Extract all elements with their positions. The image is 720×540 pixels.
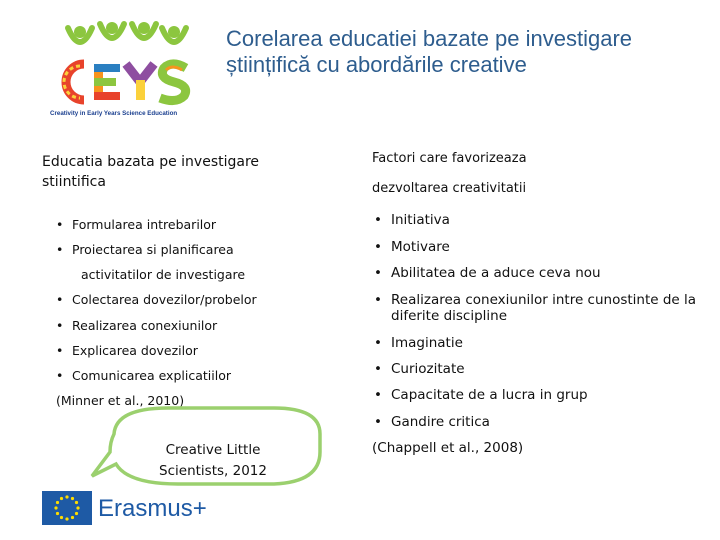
left-item-text: Formularea intrebarilor — [72, 217, 217, 232]
bullet-icon: • — [374, 265, 382, 281]
bullet-icon: • — [374, 212, 382, 228]
left-item-continuation-text: activitatilor de investigare — [81, 267, 246, 282]
eu-flag-icon — [42, 491, 92, 525]
figures-icon — [68, 22, 186, 42]
bullet-icon: • — [56, 343, 64, 358]
bullet-icon: • — [374, 292, 382, 308]
left-item-text: Explicarea dovezilor — [72, 343, 198, 358]
right-item-text: Imaginatie — [391, 335, 463, 351]
right-item-text: Curiozitate — [391, 361, 465, 377]
left-item-text: Colectarea dovezilor/probelor — [72, 292, 257, 307]
right-heading-line-2: dezvoltarea creativitatii — [372, 181, 527, 196]
right-item-text: Gandire critica — [391, 414, 490, 430]
left-list-item — [56, 343, 198, 358]
right-list-item — [374, 239, 704, 255]
right-item-text: Realizarea conexiunilor intre cunostinte de la diferite discipline — [391, 292, 697, 324]
bullet-icon: • — [56, 318, 64, 333]
right-item-text: Initiativa — [391, 212, 450, 228]
left-list-item-continuation — [56, 267, 245, 282]
right-list-item — [374, 265, 704, 281]
speech-bubble-text — [128, 440, 298, 482]
bullet-icon: • — [56, 242, 64, 257]
bullet-icon: • — [374, 387, 382, 403]
bubble-line-1: Creative Little — [165, 442, 261, 458]
erasmus-logo — [42, 491, 222, 529]
right-heading-line-1: Factori care favorizeaza — [372, 151, 527, 166]
right-list-item — [374, 414, 704, 430]
slide-title: Corelarea educatiei bazate pe investigare științifică cu abordările creative — [226, 26, 633, 77]
bullet-icon: • — [56, 217, 64, 232]
left-list-item — [56, 368, 231, 383]
right-list-item — [374, 387, 704, 403]
right-list-item — [374, 292, 704, 324]
left-citation: (Minner et al., 2010) — [56, 393, 185, 408]
left-item-text: Proiectarea si planificarea — [72, 242, 234, 257]
left-item-text: Realizarea conexiunilor — [72, 318, 218, 333]
ceys-logo — [50, 18, 210, 126]
erasmus-label: Erasmus+ — [98, 495, 207, 522]
bullet-icon: • — [374, 361, 382, 377]
left-column-heading: Educatia bazata pe investigare stiintifica — [42, 154, 260, 190]
right-citation: (Chappell et al., 2008) — [372, 440, 524, 456]
bubble-line-2: Scientists, 2012 — [159, 463, 267, 479]
left-list-item — [56, 242, 234, 257]
ceys-logo-graphic — [50, 18, 210, 110]
left-item-text: Comunicarea explicatiilor — [72, 368, 231, 383]
left-list-item — [56, 318, 217, 333]
left-list-item — [56, 292, 257, 307]
right-column-heading — [372, 145, 702, 203]
bullet-icon: • — [56, 368, 64, 383]
bullet-icon: • — [56, 292, 64, 307]
bullet-icon: • — [374, 239, 382, 255]
right-list-item — [374, 212, 704, 228]
right-item-text: Motivare — [391, 239, 450, 255]
left-list-item — [56, 217, 216, 232]
ceys-letters-graphic — [64, 64, 186, 101]
right-item-text: Abilitatea de a aduce ceva nou — [391, 265, 601, 281]
right-item-text: Capacitate de a lucra in grup — [391, 387, 588, 403]
right-list-item — [374, 361, 704, 377]
bullet-icon: • — [374, 335, 382, 351]
bullet-icon: • — [374, 414, 382, 430]
right-list-item — [374, 335, 704, 351]
logo-tagline: Creativity in Early Years Science Education — [50, 110, 178, 117]
